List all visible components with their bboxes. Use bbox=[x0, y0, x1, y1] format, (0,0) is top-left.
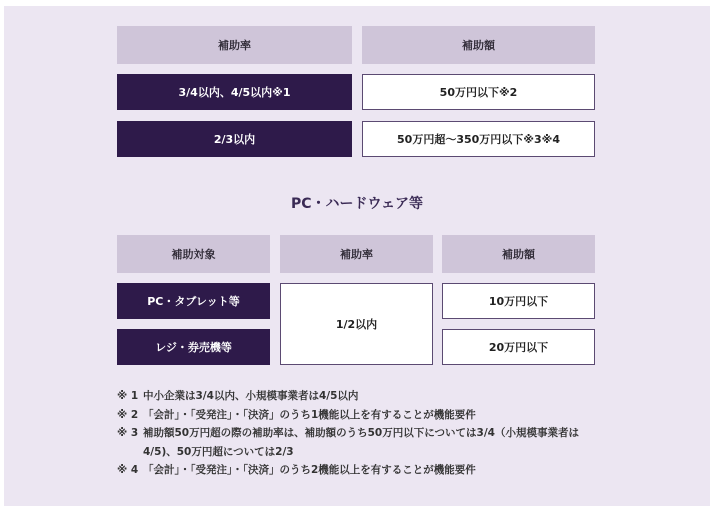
table2-header-target: 補助対象 bbox=[117, 235, 270, 273]
footnote-mark: ※ 4 bbox=[117, 464, 139, 476]
table2-rate: 1/2以内 bbox=[280, 283, 433, 365]
footnotes bbox=[117, 387, 607, 480]
table1-header-rate: 補助率 bbox=[117, 26, 352, 64]
footnote-text: 中小企業は3/4以内、小規模事業者は4/5以内 bbox=[143, 390, 359, 402]
table2-target-register: レジ・券売機等 bbox=[117, 329, 270, 365]
footnote-3 bbox=[117, 424, 607, 461]
footnote-mark: ※ 3 bbox=[117, 427, 139, 439]
table1-row1-amount: 50万円以下※2 bbox=[362, 74, 595, 110]
table1-header-amount: 補助額 bbox=[362, 26, 595, 64]
footnote-4 bbox=[117, 461, 607, 480]
section-title-pc-hardware: PC・ハードウェア等 bbox=[291, 196, 423, 212]
footnote-text: 「会計」・「受発注」・「決済」のうち1機能以上を有することが機能要件 bbox=[143, 408, 476, 421]
footnote-mark: ※ 2 bbox=[117, 408, 139, 421]
table2-header-rate: 補助率 bbox=[280, 235, 433, 273]
table1-row2-amount: 50万円超〜350万円以下※3※4 bbox=[362, 121, 595, 157]
table2-amount-pc: 10万円以下 bbox=[442, 283, 595, 319]
table2-amount-register: 20万円以下 bbox=[442, 329, 595, 365]
footnote-text: 「会計」・「受発注」・「決済」のうち2機能以上を有することが機能要件 bbox=[143, 464, 476, 476]
footnote-mark: ※ 1 bbox=[117, 390, 139, 402]
table1-row1-rate: 3/4以内、4/5以内※1 bbox=[117, 74, 352, 110]
footnote-2 bbox=[117, 406, 607, 425]
table2-header-amount: 補助額 bbox=[442, 235, 595, 273]
footnote-1 bbox=[117, 387, 607, 406]
table1-row2-rate: 2/3以内 bbox=[117, 121, 352, 157]
footnote-text: 補助額50万円超の際の補助率は、補助額のうち50万円以下については3/4（小規模事業者は4/5)、50万円超については2/3 bbox=[143, 427, 579, 458]
table2-target-pc: PC・タブレット等 bbox=[117, 283, 270, 319]
